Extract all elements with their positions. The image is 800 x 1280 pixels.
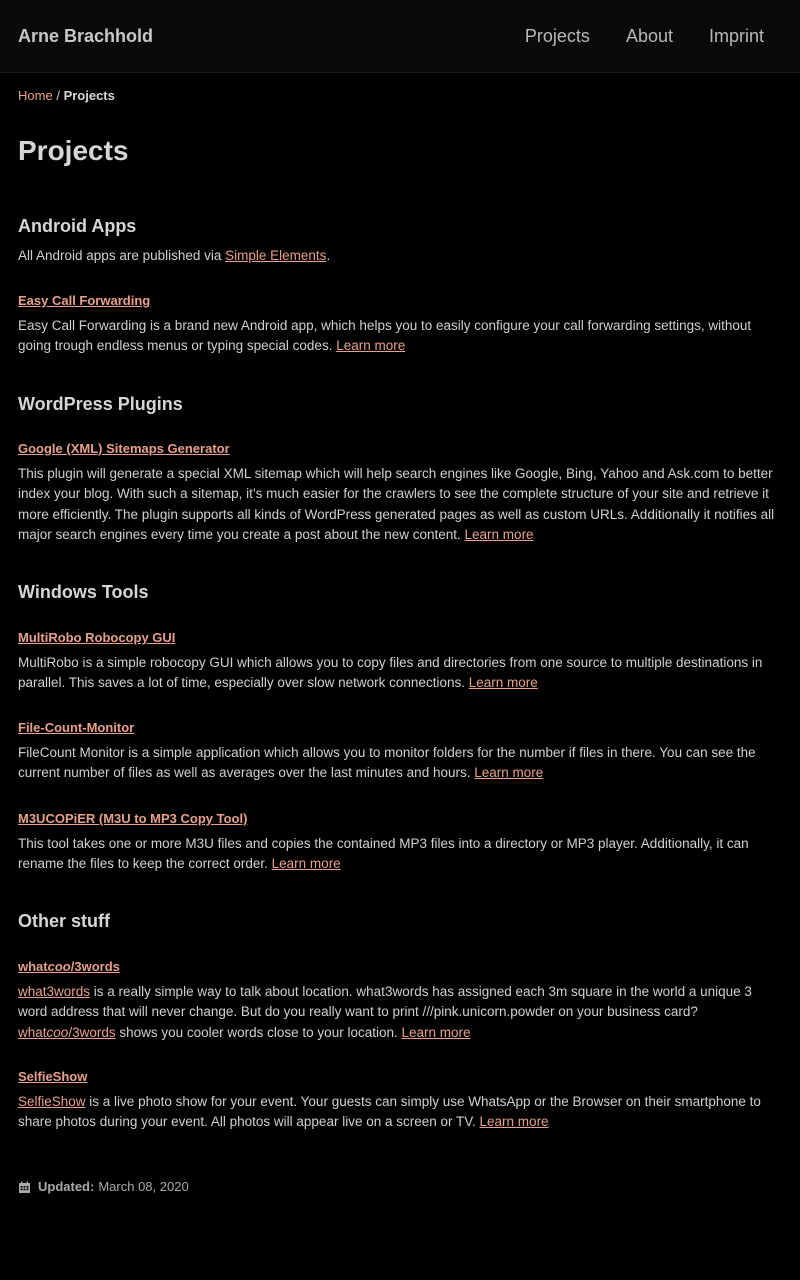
project-description-text: This tool takes one or more M3U files and copies the contained MP3 files into a directory or MP3 player. Additionally, it can rename the files to keep the correct order. [18,836,749,872]
android-intro-text: All Android apps are published via [18,248,226,263]
project-description [18,464,782,545]
updated-date: March 08, 2020 [98,1179,189,1194]
project-description-text: Easy Call Forwarding is a brand new Android app, which helps you to easily configure your call forwarding settings, without going trough endless menus or typing special codes. [18,318,752,354]
project-description [18,316,782,357]
android-intro-suffix: . [326,248,331,263]
project-link-selfieshow[interactable]: SelfieShow [18,1069,88,1084]
link-part: /3words [68,1024,116,1040]
learn-more-link[interactable]: Learn more [336,338,406,354]
project-description [18,1092,782,1133]
nav-imprint[interactable]: Imprint [708,26,764,46]
project-title [18,292,782,310]
learn-more-link[interactable]: Learn more [464,526,534,542]
nav-about[interactable]: About [625,26,673,46]
breadcrumb [18,87,115,105]
learn-more-link[interactable]: Learn more [271,856,341,872]
title-part: /3words [70,959,120,974]
section-heading-windows: Windows Tools [18,582,149,602]
project-link-whatcoo3words[interactable] [18,959,120,974]
project-link-multirobo[interactable]: MultiRobo Robocopy GUI [18,630,176,645]
main-nav [525,24,764,48]
calendar-icon [18,1181,31,1194]
project-description-text: shows you cooler words close to your location. [115,1024,402,1040]
whatcoo3words-link[interactable] [18,1025,116,1040]
selfieshow-link[interactable]: SelfieShow [18,1094,86,1109]
project-link-m3ucopier[interactable]: M3UCOPiER (M3U to MP3 Copy Tool) [18,811,248,826]
project-link-file-count-monitor[interactable]: File-Count-Monitor [18,720,135,735]
breadcrumb-separator: / [56,88,60,103]
project-description-text: MultiRobo is a simple robocopy GUI which allows you to copy files and directories from one source to multiple destinations in parallel. This saves a lot of time, especially over slow network connections. [18,655,763,691]
project-title [18,958,782,976]
breadcrumb-current: Projects [63,88,115,103]
project-link-sitemaps-generator[interactable]: Google (XML) Sitemaps Generator [18,441,230,456]
project-description [18,743,782,784]
breadcrumb-home-link[interactable]: Home [18,88,53,103]
learn-more-link[interactable]: Learn more [479,1114,549,1130]
project-description [18,653,782,694]
link-part-em: coo [46,1024,69,1040]
simple-elements-link[interactable]: Simple Elements [225,248,327,263]
what3words-link[interactable]: what3words [18,984,91,999]
project-description-text: is a really simple way to talk about location. what3words has assigned each 3m square in the world a unique 3 word address that will never change. But do you really want to print ///pink.unicorn.powder on your business card? [18,984,752,1020]
learn-more-link[interactable]: Learn more [474,765,544,781]
project-title [18,440,782,458]
project-description [18,834,782,875]
project-description-text: This plugin will generate a special XML sitemap which will help search engines like Google, Bing, Yahoo and Ask.com to better index your blog. With such a sitemap, it’s much easier for the crawlers to see the complete structure of your site and retrieve it more efficiently. The plugin supports all kinds of WordPress generated pages as well as custom URLs. Additionally it notifies all major search engines every time you create a post about the new content. [18,466,775,542]
project-description-text: FileCount Monitor is a simple application which allows you to monitor folders for the number if files in there. You can see the current number of files as well as averages over the last minutes and hours. [18,745,756,781]
section-heading-android: Android Apps [18,216,137,236]
page-title: Projects [18,135,129,166]
project-link-easy-call-forwarding[interactable]: Easy Call Forwarding [18,293,151,308]
learn-more-link[interactable]: Learn more [401,1024,471,1040]
learn-more-link[interactable]: Learn more [468,675,538,691]
section-heading-other: Other stuff [18,911,110,931]
updated-info [18,1178,782,1196]
project-description [18,982,782,1043]
site-header [0,0,800,73]
title-part: what [18,959,48,974]
project-description-text: is a live photo show for your event. Your guests can simply use WhatsApp or the Browser on their smartphone to share photos during your event. All photos will appear live on a screen or TV. [18,1094,761,1130]
nav-projects[interactable]: Projects [524,26,590,46]
updated-label: Updated: [38,1179,95,1194]
project-title [18,1068,782,1086]
site-brand-link[interactable]: Arne Brachhold [18,26,154,46]
project-title [18,719,782,737]
android-intro [18,246,782,266]
section-heading-wordpress: WordPress Plugins [18,394,183,414]
project-title [18,810,782,828]
link-part: what [18,1024,47,1040]
title-part-em: coo [47,959,71,974]
project-title [18,629,782,647]
